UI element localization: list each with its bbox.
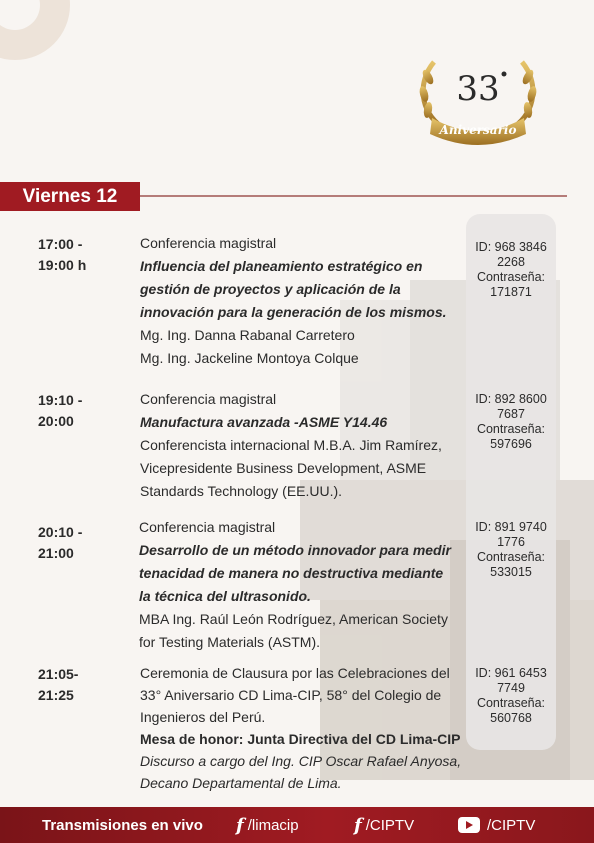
day-divider [140, 195, 567, 197]
session-title-line: la técnica del ultrasonido. [139, 588, 311, 604]
session-speaker: Mg. Ing. Jackeline Montoya Colque [140, 350, 359, 366]
session-credentials: ID: 892 8600 7687 Contraseña: 597696 [475, 392, 547, 451]
session-description [140, 232, 470, 370]
session-title-line: innovación para la generación de los mismos. [140, 304, 447, 320]
session-description [139, 516, 469, 654]
session-description [140, 662, 470, 794]
footer-bar [0, 807, 594, 843]
session-credentials: ID: 961 6453 7749 Contraseña: 560768 [475, 666, 547, 725]
session-type: Conferencia magistral [140, 235, 277, 251]
session-time: 19:10 - 20:00 [38, 392, 83, 429]
ceremony-line: 33° Aniversario CD Lima-CIP, 58° del Colegio de [140, 687, 442, 703]
logo-label: Aniversario [439, 123, 517, 137]
gear-decoration [0, 0, 70, 60]
session-speaker: MBA Ing. Raúl León Rodríguez, American Society [139, 611, 448, 627]
facebook-icon: f [354, 814, 362, 836]
session-type: Conferencia magistral [139, 519, 276, 535]
session-title-line: tenacidad de manera no destructiva mediante [139, 565, 444, 581]
youtube-icon [458, 817, 480, 833]
session-time: 20:10 - 21:00 [38, 524, 83, 561]
session-type: Conferencia magistral [140, 391, 277, 407]
session-description [140, 388, 470, 503]
footer-label: Transmisiones en vivo [42, 816, 203, 834]
session-speaker: Conferencista internacional M.B.A. Jim Ramírez, [140, 437, 442, 453]
session-credentials: ID: 968 3846 2268 Contraseña: 171871 [475, 240, 547, 299]
session-title-line: Desarrollo de un método innovador para medir [139, 542, 451, 558]
speech-line: Decano Departamental de Lima. [140, 775, 342, 791]
ceremony-line: Ceremonia de Clausura por las Celebraciones del [140, 665, 450, 681]
session-speaker: Vicepresidente Business Development, ASME [140, 460, 427, 476]
facebook-ciptv-link[interactable] [354, 815, 414, 836]
session-speaker: Mg. Ing. Danna Rabanal Carretero [140, 327, 355, 343]
session-speaker: Standards Technology (EE.UU.). [140, 483, 343, 499]
logo-number: 33 [456, 69, 500, 109]
ceremony-line: Ingenieros del Perú. [140, 709, 266, 725]
youtube-ciptv-link[interactable] [458, 817, 535, 834]
day-header: Viernes 12 [0, 182, 140, 211]
honor-table: Mesa de honor: Junta Directiva del CD Lima-CIP [140, 731, 461, 747]
facebook-limacip-link[interactable] [236, 815, 299, 836]
speech-line: Discurso a cargo del Ing. CIP Oscar Rafael Anyosa, [140, 753, 462, 769]
facebook-icon: f [236, 814, 244, 836]
session-title-line: gestión de proyectos y aplicación de la [140, 281, 401, 297]
session-speaker: for Testing Materials (ASTM). [139, 634, 321, 650]
session-time: 21:05- 21:25 [38, 666, 79, 703]
session-credentials: ID: 891 9740 1776 Contraseña: 533015 [475, 520, 547, 579]
facebook-handle: /CIPTV [365, 816, 415, 834]
session-title-line: Influencia del planeamiento estratégico en [140, 258, 423, 274]
facebook-handle: /limacip [247, 816, 299, 834]
session-time: 17:00 - 19:00 h [38, 236, 87, 273]
session-title-line: Manufactura avanzada -ASME Y14.46 [140, 414, 388, 430]
youtube-handle: /CIPTV [487, 816, 536, 834]
anniversary-logo [412, 52, 544, 152]
